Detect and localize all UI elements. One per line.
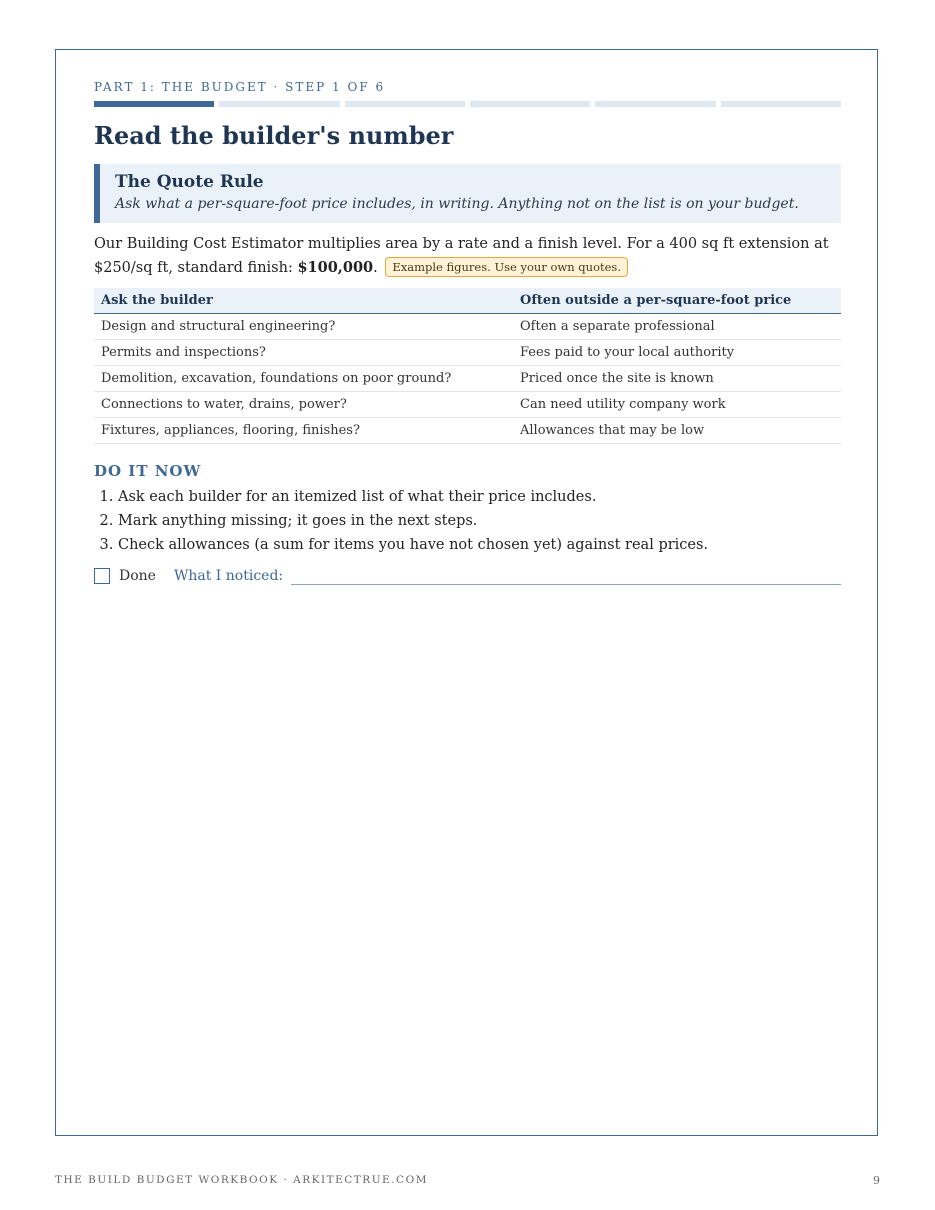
intro-paragraph [94, 233, 841, 280]
table-row [94, 340, 841, 366]
table-cell-note: Fees paid to your local authority [513, 340, 841, 366]
completion-row [94, 566, 841, 586]
table-cell-note: Often a separate professional [513, 314, 841, 340]
column-header-outside: Often outside a per-square-foot price [513, 288, 841, 314]
table-cell-question: Connections to water, drains, power? [94, 392, 513, 418]
list-item: 3. Check allowances (a sum for items you have not chosen yet) against real prices. [118, 533, 841, 557]
quote-rule-callout [94, 164, 841, 223]
noticed-input-line[interactable] [291, 568, 841, 585]
noticed-label: What I noticed: [173, 568, 284, 584]
list-item: 2. Mark anything missing; it goes in the next steps. [118, 509, 841, 533]
progress-segment [94, 101, 214, 107]
table-cell-question: Demolition, excavation, foundations on poor ground? [94, 366, 513, 392]
section-eyebrow: PART 1: THE BUDGET · STEP 1 OF 6 [94, 80, 386, 94]
step-progress-bar [94, 101, 841, 107]
table-cell-question: Permits and inspections? [94, 340, 513, 366]
page-title: Read the builder's number [94, 121, 454, 150]
table-cell-note: Can need utility company work [513, 392, 841, 418]
intro-period: . [373, 260, 378, 276]
done-label: Done [119, 568, 156, 584]
progress-segment [721, 101, 841, 107]
progress-segment [470, 101, 590, 107]
footer-title: THE BUILD BUDGET WORKBOOK · ARKITECTRUE.COM [55, 1174, 428, 1186]
table-row [94, 418, 841, 444]
do-it-now-heading: DO IT NOW [94, 462, 202, 480]
action-steps-list [94, 485, 841, 557]
table-row [94, 366, 841, 392]
table-header-row [94, 288, 841, 314]
progress-segment [595, 101, 715, 107]
table-cell-note: Allowances that may be low [513, 418, 841, 444]
builder-questions-table [94, 288, 841, 444]
table-cell-question: Fixtures, appliances, flooring, finishes? [94, 418, 513, 444]
intro-text: Our Building Cost Estimator multiplies area by a rate and a finish level. For a 400 sq ft extension at $250/sq ft, standard finish: [94, 236, 829, 276]
table-row [94, 392, 841, 418]
page-number: 9 [873, 1174, 880, 1187]
callout-text: Ask what a per-square-foot price includes, in writing. Anything not on the list is on your budget. [115, 196, 799, 212]
estimate-amount: $100,000 [297, 259, 374, 276]
callout-title: The Quote Rule [115, 172, 264, 192]
table-cell-question: Design and structural engineering? [94, 314, 513, 340]
page-content [94, 80, 841, 586]
done-checkbox[interactable] [94, 568, 110, 584]
progress-segment [219, 101, 339, 107]
progress-segment [345, 101, 465, 107]
example-badge: Example figures. Use your own quotes. [385, 257, 628, 277]
table-cell-note: Priced once the site is known [513, 366, 841, 392]
page-frame [55, 49, 878, 1136]
table-row [94, 314, 841, 340]
list-item: 1. Ask each builder for an itemized list of what their price includes. [118, 485, 841, 509]
column-header-ask: Ask the builder [94, 288, 513, 314]
